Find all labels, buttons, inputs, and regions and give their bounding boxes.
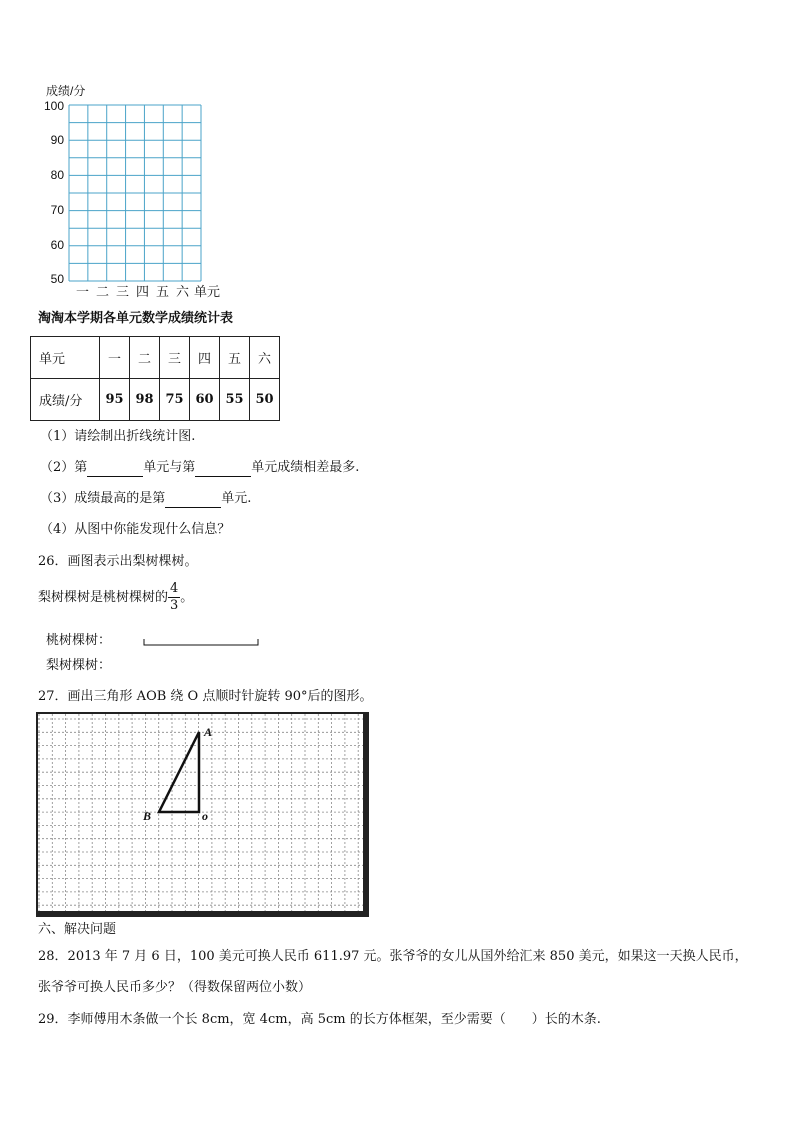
point-o-label: o xyxy=(202,809,208,823)
q25-sub2-part-b: 单元与第 xyxy=(143,460,196,475)
q25-sub4: （4）从图中你能发现什么信息？ xyxy=(40,522,231,537)
chart-grid xyxy=(68,104,202,282)
table-row xyxy=(31,337,280,379)
section-title: 六、解决问题 xyxy=(38,922,117,937)
q26-statement xyxy=(38,580,193,616)
q25-sub2-part-c: 单元成绩相差最多. xyxy=(251,460,360,475)
peach-bar xyxy=(143,638,259,648)
q26-statement-text: 梨树棵树是桃树棵树的 xyxy=(38,590,169,605)
x-label-4: 四 xyxy=(136,285,150,300)
x-label-1: 一 xyxy=(76,285,90,300)
x-label-5: 五 xyxy=(156,285,170,300)
y-tick-70: 70 xyxy=(50,203,64,217)
chart-y-axis-label: 成绩/分 xyxy=(46,84,86,98)
score-table xyxy=(30,336,280,421)
q25-sub1: （1）请绘制出折线统计图. xyxy=(40,429,196,444)
table-cell: 60 xyxy=(190,379,220,421)
q25-sub3 xyxy=(40,490,251,508)
q25-sub2 xyxy=(40,459,359,477)
x-label-3: 三 xyxy=(116,285,130,300)
table-cell: 六 xyxy=(250,337,280,379)
table-cell: 一 xyxy=(100,337,130,379)
rotation-grid xyxy=(36,712,370,918)
q25-sub2-part-a: （2）第 xyxy=(40,460,88,475)
q28-line1: 28．2013 年 7 月 6 日，100 美元可换人民币 611.97 元。张爷爷的女儿从国外给汇来 850 美元，如果这一天换人民币， xyxy=(38,949,748,964)
q28-line2: 张爷爷可换人民币多少？（得数保留两位小数） xyxy=(38,980,312,995)
table-cell: 四 xyxy=(190,337,220,379)
pear-label: 梨树棵树： xyxy=(46,658,112,673)
fraction-numerator: 4 xyxy=(170,581,179,596)
table-cell: 五 xyxy=(220,337,250,379)
y-tick-100: 100 xyxy=(43,99,64,113)
x-axis-labels xyxy=(76,284,226,302)
fraction-denominator: 3 xyxy=(170,598,179,613)
x-label-6: 六 xyxy=(176,285,190,300)
table-cell: 95 xyxy=(100,379,130,421)
y-tick-50: 50 xyxy=(50,272,64,286)
point-b-label: B xyxy=(143,809,152,823)
y-tick-80: 80 xyxy=(50,168,64,182)
answer-blank[interactable] xyxy=(165,493,221,508)
q26-statement-end: 。 xyxy=(180,590,194,605)
table-row xyxy=(31,379,280,421)
table-cell: 三 xyxy=(160,337,190,379)
x-label-2: 二 xyxy=(96,285,110,300)
y-tick-60: 60 xyxy=(50,238,64,252)
q26-title: 26．画图表示出梨树棵树。 xyxy=(38,554,198,569)
q27-title: 27．画出三角形 AOB 绕 O 点顺时针旋转 90°后的图形。 xyxy=(38,689,373,704)
y-tick-90: 90 xyxy=(50,133,64,147)
table-cell: 二 xyxy=(130,337,160,379)
q25-sub3-part-a: （3）成绩最高的是第 xyxy=(40,491,166,506)
table-title: 淘淘本学期各单元数学成绩统计表 xyxy=(38,311,234,326)
table-cell: 成绩/分 xyxy=(31,379,100,421)
point-a-label: A xyxy=(204,725,213,739)
fraction xyxy=(168,581,180,614)
table-cell: 50 xyxy=(250,379,280,421)
table-cell: 98 xyxy=(130,379,160,421)
peach-label: 桃树棵树： xyxy=(46,633,112,648)
q25-sub3-part-b: 单元. xyxy=(221,491,252,506)
table-cell: 55 xyxy=(220,379,250,421)
x-axis-unit: 单元 xyxy=(194,285,221,300)
answer-blank[interactable] xyxy=(195,462,251,477)
table-cell: 75 xyxy=(160,379,190,421)
table-cell: 单元 xyxy=(31,337,100,379)
q29-text: 29．李师傅用木条做一个长 8cm，宽 4cm，高 5cm 的长方体框架，至少需要（ ）长的木条. xyxy=(38,1012,601,1027)
answer-blank[interactable] xyxy=(87,462,143,477)
